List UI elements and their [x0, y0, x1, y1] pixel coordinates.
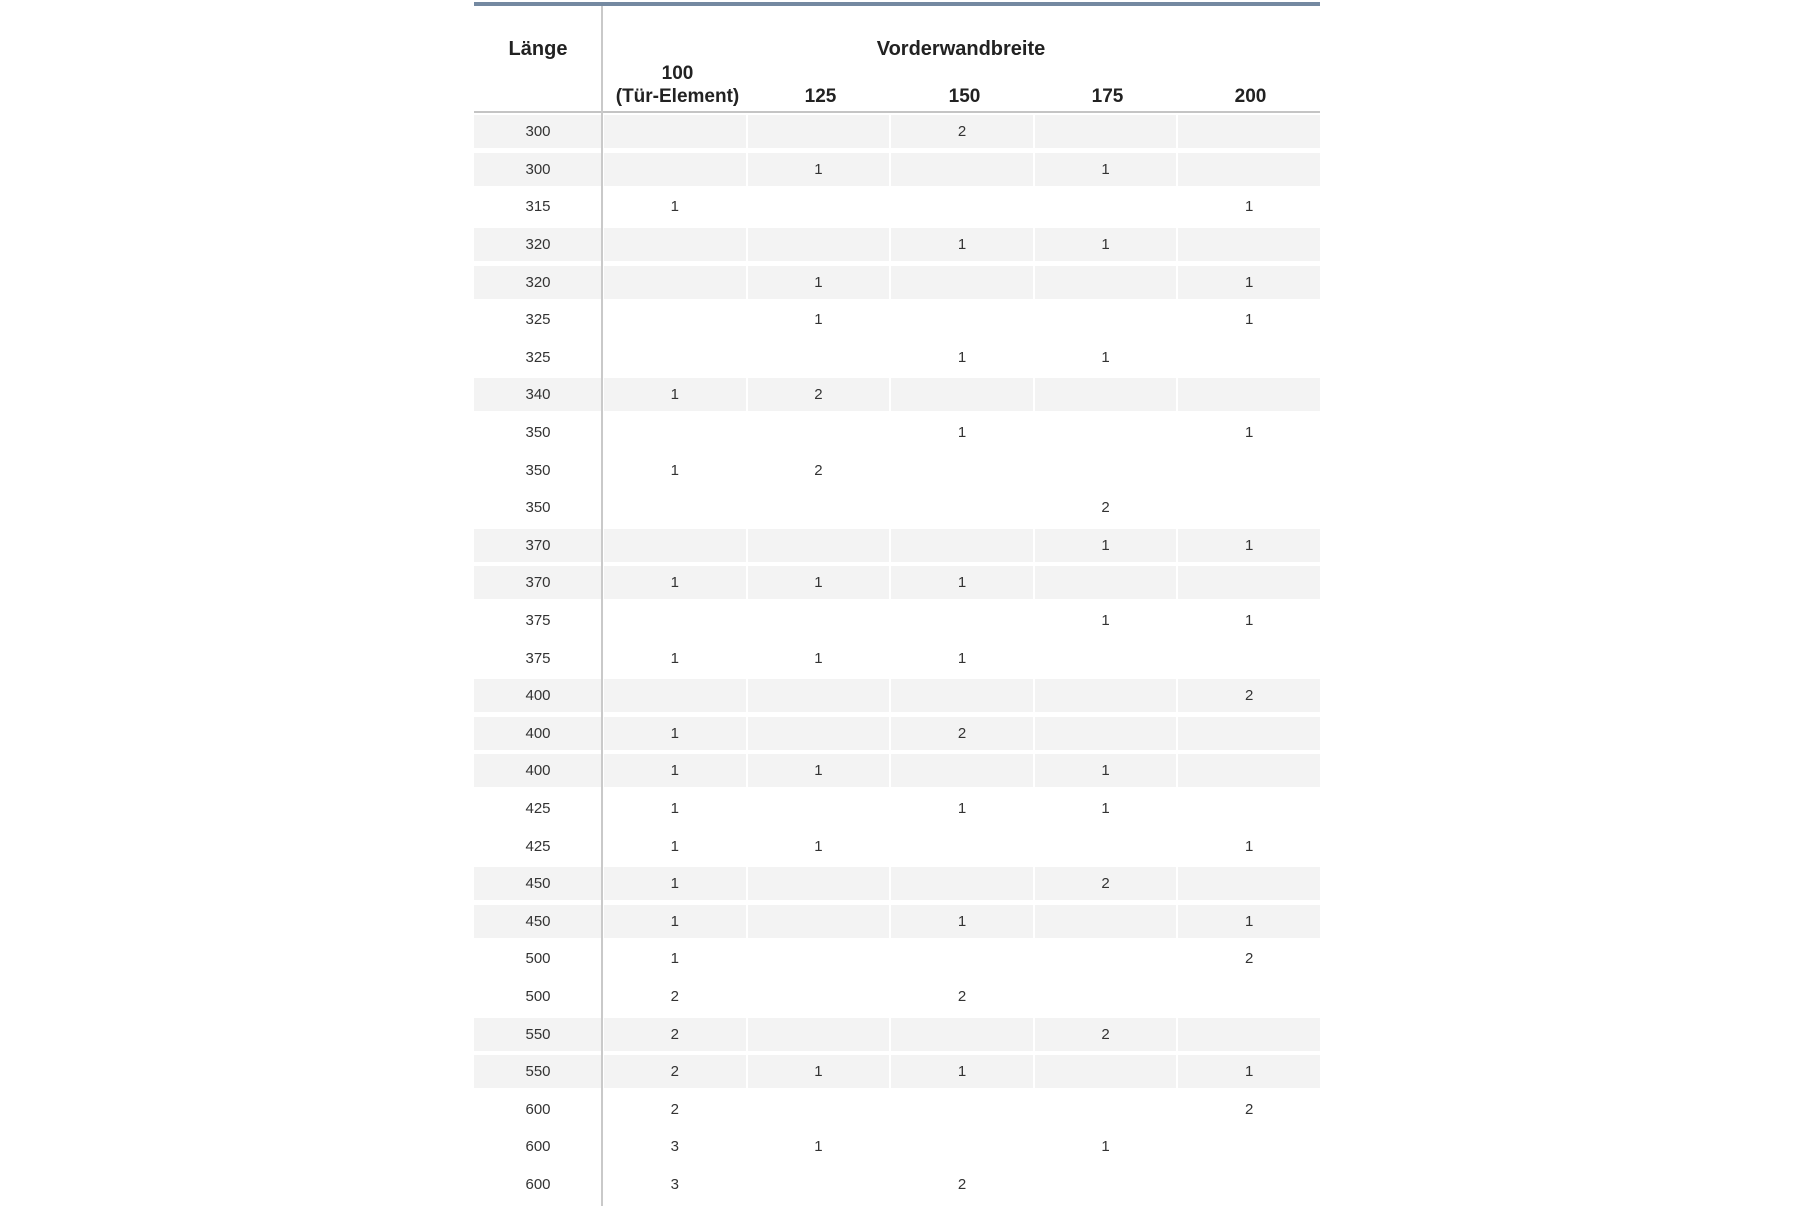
value-cell: 2 [1033, 491, 1177, 524]
value-cell [1033, 679, 1177, 712]
value-cell [1033, 942, 1177, 975]
value-cell: 1 [889, 416, 1033, 449]
value-cell [1176, 491, 1320, 524]
value-cell: 3 [602, 1130, 746, 1163]
length-cell: 500 [525, 987, 551, 1005]
length-cell: 350 [525, 424, 551, 442]
value-cell [602, 228, 746, 261]
value-cell [602, 341, 746, 374]
length-cell: 350 [525, 499, 551, 517]
column-header-200: 200 [1234, 86, 1267, 107]
value-cell: 1 [889, 792, 1033, 825]
value-cell: 2 [889, 980, 1033, 1013]
value-cell: 1 [1176, 830, 1320, 863]
value-cell [602, 416, 746, 449]
value-cell [1033, 642, 1177, 675]
value-cell: 1 [746, 1130, 890, 1163]
value-cell: 1 [602, 942, 746, 975]
value-cell: 1 [1176, 266, 1320, 299]
column-header-175: 175 [1091, 86, 1124, 107]
value-cell [746, 529, 890, 562]
value-cell: 2 [1033, 867, 1177, 900]
length-cell: 600 [525, 1138, 551, 1156]
value-cell: 2 [1176, 1093, 1320, 1126]
value-cell: 2 [889, 717, 1033, 750]
length-cell: 400 [474, 754, 602, 787]
value-cell [602, 491, 746, 524]
group-header-vorderwandbreite: Vorderwandbreite [876, 38, 1046, 60]
value-cell: 1 [746, 642, 890, 675]
length-width-table [474, 2, 1320, 1203]
value-cell [1033, 1055, 1177, 1088]
value-cell: 2 [602, 980, 746, 1013]
value-cell [1033, 190, 1177, 223]
length-cell: 600 [525, 1175, 551, 1193]
value-cell [889, 1130, 1033, 1163]
value-cell [1176, 115, 1320, 148]
value-cell [889, 942, 1033, 975]
value-cell [1033, 416, 1177, 449]
value-cell: 1 [1176, 303, 1320, 336]
length-cell: 450 [474, 867, 602, 900]
value-cell: 1 [889, 642, 1033, 675]
value-cell: 2 [1033, 1018, 1177, 1051]
value-cell [889, 190, 1033, 223]
value-cell: 1 [1176, 1055, 1320, 1088]
value-cell [746, 115, 890, 148]
value-cell: 1 [1033, 341, 1177, 374]
value-cell: 1 [746, 830, 890, 863]
value-cell [889, 1018, 1033, 1051]
value-cell [746, 980, 890, 1013]
column-header-100: 100 (Tür-Element) [615, 63, 740, 107]
value-cell: 2 [602, 1018, 746, 1051]
value-cell: 2 [602, 1093, 746, 1126]
value-cell: 1 [746, 266, 890, 299]
value-cell [746, 867, 890, 900]
value-cell: 1 [1033, 529, 1177, 562]
value-cell: 1 [1033, 1130, 1177, 1163]
length-cell: 320 [474, 228, 602, 261]
length-cell: 550 [474, 1018, 602, 1051]
value-cell [889, 266, 1033, 299]
column-header-150: 150 [948, 86, 981, 107]
value-cell: 1 [602, 905, 746, 938]
value-cell: 1 [1033, 792, 1177, 825]
value-cell: 1 [1176, 604, 1320, 637]
value-cell: 1 [889, 228, 1033, 261]
value-cell: 1 [1033, 604, 1177, 637]
value-cell: 1 [746, 1055, 890, 1088]
value-cell [1033, 303, 1177, 336]
length-cell: 315 [525, 198, 551, 216]
value-cell [602, 529, 746, 562]
value-cell [1033, 717, 1177, 750]
column-divider [601, 6, 603, 1206]
value-cell [1033, 830, 1177, 863]
value-cell [746, 228, 890, 261]
length-cell: 300 [474, 115, 602, 148]
length-cell: 400 [474, 717, 602, 750]
value-cell [889, 754, 1033, 787]
value-cell [746, 416, 890, 449]
value-cell [1176, 867, 1320, 900]
value-cell: 1 [602, 378, 746, 411]
value-cell [1033, 266, 1177, 299]
value-cell: 1 [1033, 754, 1177, 787]
value-cell [889, 153, 1033, 186]
value-cell: 1 [889, 341, 1033, 374]
value-cell [1033, 115, 1177, 148]
value-cell [746, 604, 890, 637]
length-cell: 550 [474, 1055, 602, 1088]
row-header-laenge: Länge [508, 38, 568, 60]
value-cell: 3 [602, 1168, 746, 1201]
value-cell [889, 454, 1033, 487]
value-cell: 1 [889, 566, 1033, 599]
value-cell: 1 [602, 642, 746, 675]
value-cell [1176, 1018, 1320, 1051]
value-cell: 1 [602, 830, 746, 863]
length-cell: 425 [525, 837, 551, 855]
value-cell: 1 [602, 566, 746, 599]
length-cell: 375 [525, 612, 551, 630]
value-cell [602, 266, 746, 299]
value-cell: 2 [1176, 679, 1320, 712]
value-cell [889, 529, 1033, 562]
value-cell [1033, 454, 1177, 487]
value-cell [1033, 1093, 1177, 1126]
value-cell: 1 [602, 454, 746, 487]
length-cell: 350 [525, 461, 551, 479]
value-cell [889, 1093, 1033, 1126]
value-cell [746, 717, 890, 750]
length-cell: 500 [525, 950, 551, 968]
value-cell: 2 [746, 454, 890, 487]
value-cell [889, 303, 1033, 336]
length-cell: 370 [474, 566, 602, 599]
value-cell: 1 [602, 717, 746, 750]
value-cell: 2 [1176, 942, 1320, 975]
value-cell [889, 679, 1033, 712]
value-cell: 1 [1033, 153, 1177, 186]
value-cell [1033, 1168, 1177, 1201]
value-cell: 2 [746, 378, 890, 411]
value-cell [1176, 642, 1320, 675]
length-cell: 370 [474, 529, 602, 562]
value-cell [1176, 378, 1320, 411]
value-cell [1033, 980, 1177, 1013]
length-cell: 600 [525, 1100, 551, 1118]
value-cell [889, 491, 1033, 524]
value-cell: 1 [602, 190, 746, 223]
length-cell: 320 [474, 266, 602, 299]
value-cell [602, 153, 746, 186]
value-cell [889, 830, 1033, 863]
value-cell [1176, 454, 1320, 487]
value-cell [1176, 1168, 1320, 1201]
value-cell [1176, 792, 1320, 825]
value-cell [889, 604, 1033, 637]
value-cell: 2 [889, 115, 1033, 148]
value-cell [602, 604, 746, 637]
value-cell [889, 378, 1033, 411]
value-cell [746, 942, 890, 975]
value-cell [1033, 566, 1177, 599]
value-cell [1176, 1130, 1320, 1163]
value-cell [1033, 905, 1177, 938]
length-cell: 375 [525, 649, 551, 667]
value-cell [1033, 378, 1177, 411]
length-cell: 325 [525, 348, 551, 366]
value-cell [746, 491, 890, 524]
value-cell: 1 [746, 303, 890, 336]
value-cell [746, 190, 890, 223]
value-cell [746, 679, 890, 712]
value-cell [1176, 153, 1320, 186]
value-cell [746, 1168, 890, 1201]
length-cell: 425 [525, 799, 551, 817]
length-cell: 300 [474, 153, 602, 186]
value-cell [1176, 754, 1320, 787]
value-cell: 2 [889, 1168, 1033, 1201]
value-cell [746, 792, 890, 825]
length-cell: 400 [474, 679, 602, 712]
value-cell: 1 [889, 905, 1033, 938]
value-cell [1176, 566, 1320, 599]
value-cell [1176, 717, 1320, 750]
value-cell [602, 679, 746, 712]
value-cell: 1 [1176, 529, 1320, 562]
value-cell [1176, 341, 1320, 374]
value-cell: 1 [1176, 190, 1320, 223]
value-cell: 1 [1033, 228, 1177, 261]
value-cell [746, 1018, 890, 1051]
length-cell: 450 [474, 905, 602, 938]
value-cell: 1 [889, 1055, 1033, 1088]
value-cell: 1 [602, 867, 746, 900]
value-cell: 2 [602, 1055, 746, 1088]
value-cell [1176, 980, 1320, 1013]
value-cell [602, 115, 746, 148]
column-header-125: 125 [804, 86, 837, 107]
value-cell: 1 [746, 566, 890, 599]
value-cell [746, 905, 890, 938]
value-cell: 1 [746, 754, 890, 787]
length-cell: 340 [474, 378, 602, 411]
value-cell: 1 [1176, 905, 1320, 938]
value-cell [746, 1093, 890, 1126]
value-cell: 1 [746, 153, 890, 186]
value-cell: 1 [1176, 416, 1320, 449]
length-cell: 325 [525, 311, 551, 329]
value-cell: 1 [602, 792, 746, 825]
value-cell [889, 867, 1033, 900]
value-cell [746, 341, 890, 374]
value-cell [602, 303, 746, 336]
value-cell [1176, 228, 1320, 261]
value-cell: 1 [602, 754, 746, 787]
